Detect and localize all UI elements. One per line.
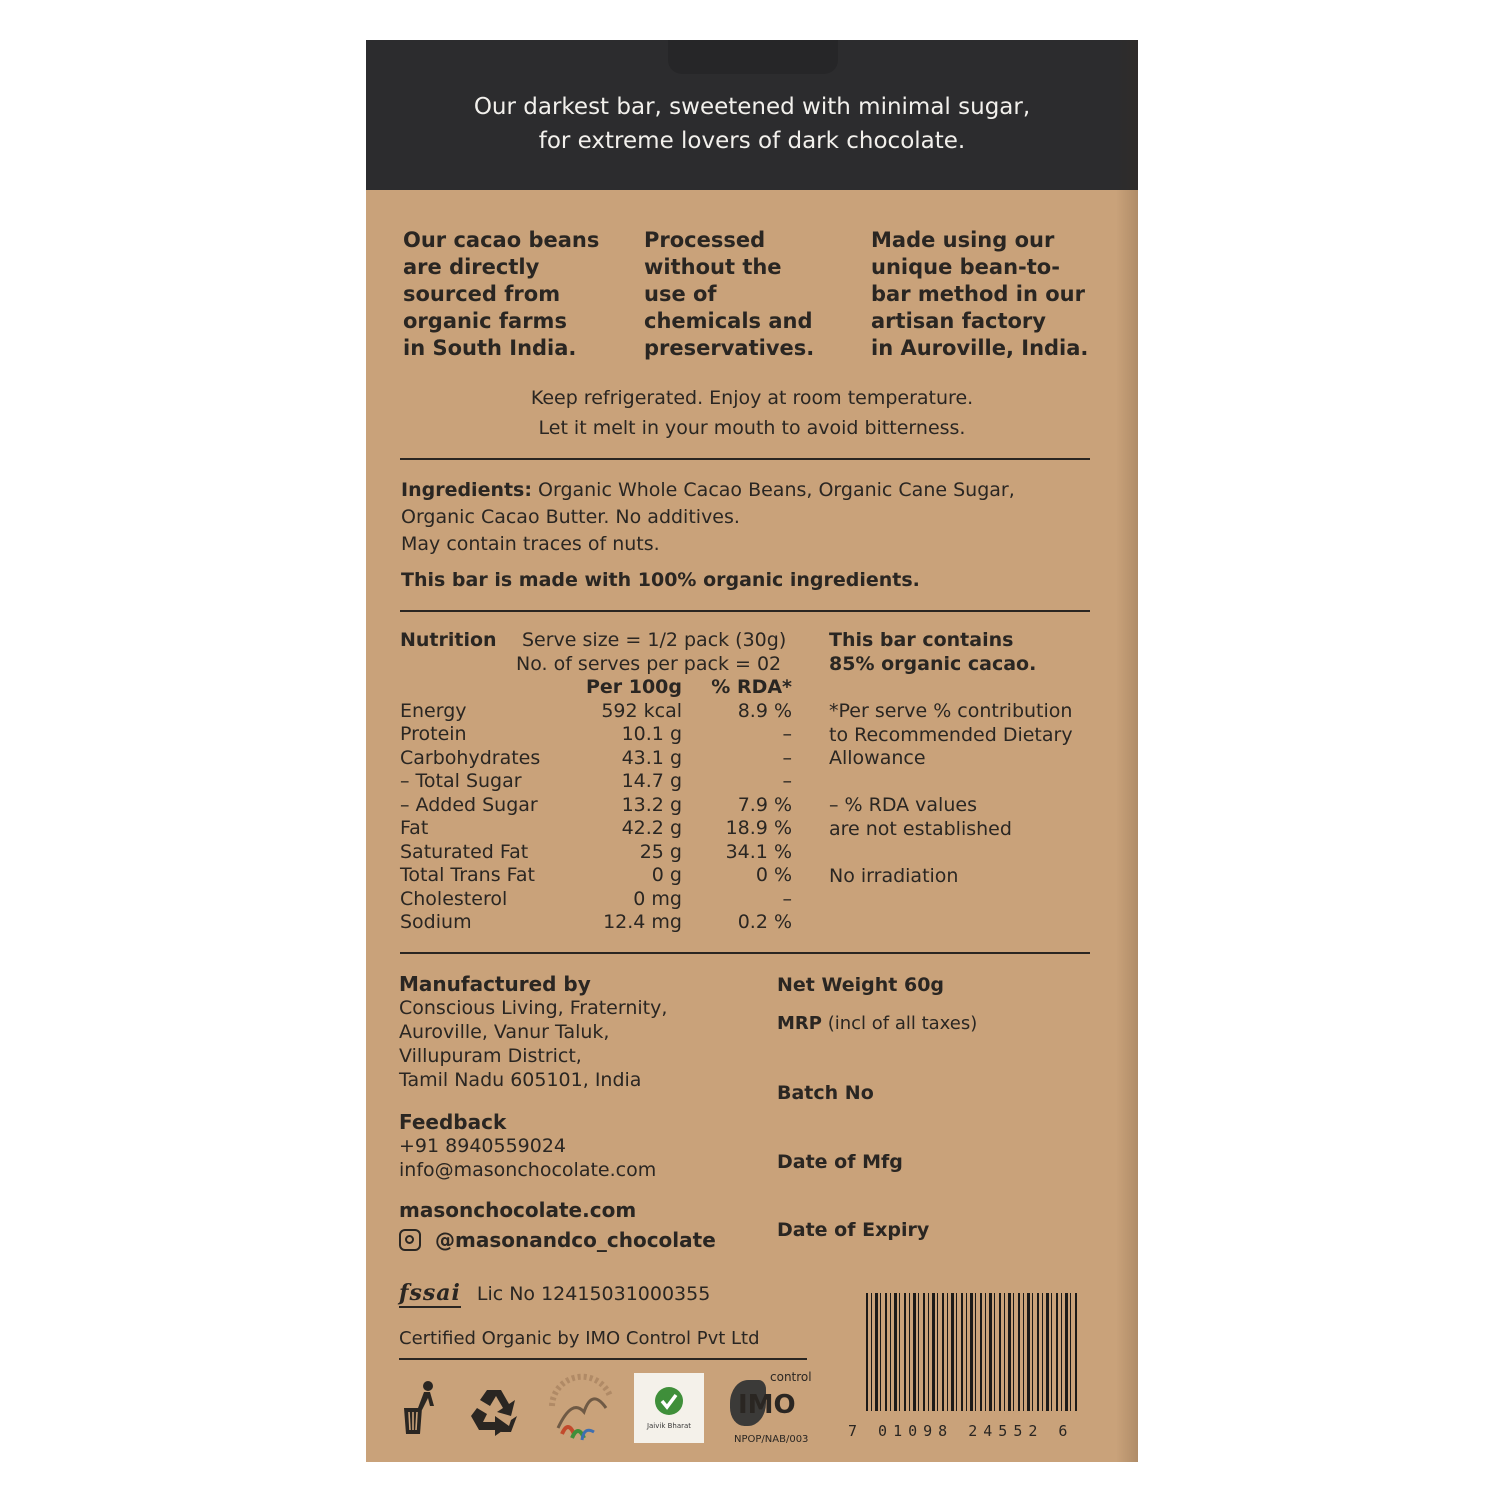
col-per100g: Per 100g [585,676,682,698]
hang-notch [668,40,838,74]
allergen-note: May contain traces of nuts. [401,533,660,555]
nutrient-rda: – [782,770,792,792]
nutrition-row [400,794,792,818]
feature-line: use of [644,282,717,306]
rda-not-established [829,794,1012,841]
phone: +91 8940559024 [399,1135,567,1157]
col-rda: % RDA* [711,676,792,698]
batch-no: Batch No [777,1082,874,1104]
divider [400,952,1090,954]
mrp-label: MRP [777,1013,822,1034]
imo-code: NPOP/NAB/003 [734,1434,809,1445]
nutrient-name: Protein [400,723,467,745]
feature-line: in South India. [403,336,577,360]
organic-claim: This bar is made with 100% organic ingredients. [401,569,920,591]
irradiation-note: No irradiation [829,865,959,887]
package-back [366,40,1138,1462]
nutrition-row [400,864,792,888]
care-line: Let it melt in your mouth to avoid bitterness. [538,417,966,439]
recycle-icon [464,1385,524,1441]
address-line: Villupuram District, [399,1045,582,1067]
address-line: Auroville, Vanur Taluk, [399,1021,610,1043]
nutrition-row [400,888,792,912]
nutrient-value: 42.2 g [621,817,682,839]
barcode-digits: 7 01098 24552 6 [848,1422,1074,1440]
ingredients-label: Ingredients: [401,479,532,501]
note-line: *Per serve % contribution [829,700,1073,722]
note-line: are not established [829,817,1012,840]
certification: Certified Organic by IMO Control Pvt Ltd [399,1328,760,1349]
note-line: – % RDA values [829,794,977,816]
instagram-icon [399,1229,421,1251]
nutrient-rda: 0 % [755,864,792,886]
nutrient-value: 10.1 g [621,723,682,745]
manufacturer-label: Manufactured by [399,972,591,996]
net-weight: Net Weight 60g [777,974,945,996]
license-number: Lic No 12415031000355 [476,1283,711,1305]
nutrient-name: – Total Sugar [400,770,522,792]
imo-logo [730,1370,822,1448]
nutrition-row [400,747,792,771]
bin-icon [400,1380,436,1436]
nutrient-value: 25 g [639,840,682,863]
email: info@masonchocolate.com [399,1159,657,1181]
feature-method [871,227,1088,362]
tagline-line: for extreme lovers of dark chocolate. [538,128,966,154]
imo-control-text: control [770,1370,812,1384]
divider [400,458,1090,460]
feature-line: Our cacao beans [403,228,600,252]
nutrition-header [400,628,497,652]
feature-processing [644,227,814,362]
nutrient-value: 0 mg [633,887,682,910]
top-band [366,40,1138,190]
nutrition-row [400,817,792,841]
fssai-license [399,1280,710,1308]
nutrient-name: Cholesterol [400,887,508,910]
feature-line: Processed [644,228,766,252]
nutrient-rda: 8.9 % [737,699,792,722]
nutrition-row [400,770,792,794]
nutrient-rda: 34.1 % [725,840,792,863]
feature-line: chemicals and [644,309,813,333]
address-line: Conscious Living, Fraternity, [399,997,668,1019]
note-line: Allowance [829,747,926,769]
address-line: Tamil Nadu 605101, India [399,1069,642,1091]
nutrient-value: 13.2 g [621,793,682,816]
nutrient-name: Total Trans Fat [400,864,535,886]
nutrient-value: 592 kcal [601,699,682,722]
note-line: to Recommended Dietary [829,723,1073,746]
tagline [366,90,1138,158]
feature-line: sourced from [403,282,561,306]
nutrition-header-row [400,676,792,700]
nutrient-name: Saturated Fat [400,840,529,863]
cacao-content [829,628,1036,676]
feedback-label: Feedback [399,1110,507,1134]
feature-line: are directly [403,255,540,279]
mrp-note: (incl of all taxes) [821,1013,978,1034]
feature-line: bar method in our [871,282,1085,306]
care-line: Keep refrigerated. Enjoy at room temperature. [530,387,974,409]
barcode [866,1293,1080,1411]
nutrient-rda: 7.9 % [737,793,792,816]
nutrient-rda: 18.9 % [725,817,792,839]
feature-line: unique bean-to- [871,255,1060,279]
nutrient-name: Energy [400,699,467,722]
divider [400,610,1090,612]
nutrient-name: – Added Sugar [400,793,538,816]
mrp [777,1013,977,1034]
date-of-mfg: Date of Mfg [777,1151,903,1173]
nutrition-row [400,911,792,935]
nutrient-value: 0 g [651,864,682,886]
nutrient-value: 14.7 g [621,770,682,792]
website: masonchocolate.com [399,1198,637,1222]
feature-line: in Auroville, India. [871,336,1089,360]
jaivik-text: Jaivik Bharat [646,1422,692,1430]
nutrient-rda: – [782,723,792,745]
ingredients-text: Organic Cacao Butter. No additives. [401,506,740,528]
imo-text: IMO [738,1390,796,1420]
serves-per-pack: No. of serves per pack = 02 [516,653,782,675]
nutrient-rda: – [782,746,792,769]
nutrient-name: Fat [400,817,429,839]
nutrition-row [400,723,792,747]
nutrition-row [400,841,792,865]
india-organic-logo [544,1368,620,1448]
nutrient-value: 12.4 mg [603,911,682,933]
ingredients-text: Organic Whole Cacao Beans, Organic Cane Sugar, [531,479,1015,501]
cacao-line: 85% organic cacao. [829,653,1037,675]
instagram-text: @masonandco_chocolate [435,1228,716,1252]
nutrient-name: Carbohydrates [400,746,541,769]
nutrient-rda: 0.2 % [737,911,792,933]
feature-sourcing [403,227,599,362]
nutrition-title: Nutrition [400,629,497,651]
feature-line: without the [644,255,782,279]
feature-line: preservatives. [644,336,815,360]
feature-line: artisan factory [871,309,1046,333]
cacao-line: This bar contains [829,629,1014,651]
divider [399,1358,807,1360]
fssai-logo: fssai [399,1280,461,1306]
jaivik-bharat-logo [634,1373,704,1443]
nutrient-rda: – [782,887,792,910]
nutrition-table [400,676,792,935]
instagram-handle [399,1228,716,1252]
serve-size: Serve size = 1/2 pack (30g) [522,629,787,651]
date-of-expiry: Date of Expiry [777,1219,930,1241]
nutrition-row [400,700,792,724]
nutrient-name: Sodium [400,911,472,933]
ingredients-block [401,477,1015,594]
jaivik-leaf-icon [654,1386,684,1416]
manufacturer-block [399,972,667,1222]
nutrient-value: 43.1 g [621,746,682,769]
feature-line: organic farms [403,309,567,333]
rda-note [829,700,1073,771]
feature-line: Made using our [871,228,1055,252]
tagline-line: Our darkest bar, sweetened with minimal sugar, [473,94,1031,120]
care-instructions [366,383,1138,443]
